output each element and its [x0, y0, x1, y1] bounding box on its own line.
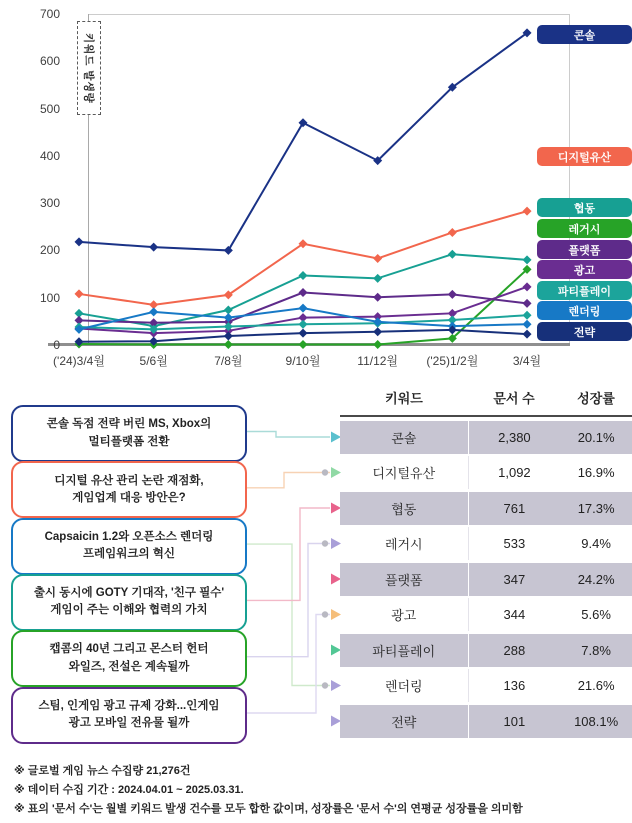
- legend-badge-파티플레이: 파티플레이: [537, 281, 632, 300]
- cell-keyword: 콘솔: [391, 430, 417, 446]
- connector-line: [244, 615, 330, 714]
- callout-text: 출시 동시에 GOTY 기대작, '친구 필수': [33, 587, 225, 600]
- legend-badge-광고: 광고: [537, 260, 632, 279]
- row-dot-icon: [322, 682, 328, 688]
- data-point: [299, 288, 308, 297]
- legend-badge-디지털유산: 디지털유산: [537, 147, 632, 166]
- cell-keyword: 광고: [391, 608, 417, 623]
- callout-text: 와일즈, 전설은 계속될까: [68, 660, 190, 673]
- callout-text: 게임업계 대응 방안은?: [72, 491, 186, 504]
- table-header-docs: 문서 수: [493, 390, 535, 406]
- cell-docs: 2,380: [468, 421, 561, 454]
- cell-docs: 761: [468, 492, 561, 525]
- data-point: [523, 330, 532, 339]
- callout-text: 캡콤의 40년 그리고 몬스터 헌터: [49, 643, 209, 656]
- table-row-파티플레이: [340, 634, 632, 667]
- callout-box-3: [11, 518, 247, 575]
- table-header-rule: [340, 415, 632, 417]
- cell-growth: 17.3%: [577, 500, 615, 516]
- legend-badge-전략: 전략: [537, 322, 632, 341]
- legend-badge-플랫폼: 플랫폼: [537, 240, 632, 259]
- y-tick-label: 300: [39, 196, 60, 211]
- table-row-디지털유산: [340, 456, 632, 489]
- data-point: [224, 340, 233, 349]
- footnote: ※ 표의 '문서 수'는 월별 키워드 발생 건수를 모두 합한 값이며, 성장률은 '문서 수'의 연평균 성장률을 의미함: [14, 803, 523, 815]
- cell-docs: 1,092: [468, 456, 561, 489]
- legend-badge-레거시: 레거시: [537, 219, 632, 238]
- data-point: [149, 243, 158, 252]
- cell-growth: 21.6%: [577, 678, 615, 693]
- data-point: [224, 246, 233, 255]
- y-tick-label: 100: [39, 290, 60, 305]
- x-axis-label: 5/6월: [139, 354, 168, 368]
- data-point: [448, 228, 457, 237]
- footnote: ※ 데이터 수집 기간 : 2024.04.01 ~ 2025.03.31.: [14, 784, 244, 796]
- footnote: ※ 글로벌 게임 뉴스 수집량 21,276건: [14, 765, 191, 777]
- data-point: [224, 332, 233, 341]
- connector-line: [244, 473, 330, 488]
- y-tick-label: 400: [39, 148, 60, 163]
- data-point: [299, 340, 308, 349]
- callout-text: 콘솔 독점 전략 버린 MS, Xbox의: [46, 418, 212, 431]
- cell-docs: 288: [468, 634, 561, 667]
- row-dot-icon: [322, 469, 328, 475]
- cell-growth: 9.4%: [581, 536, 611, 551]
- cell-keyword: 전략: [391, 714, 417, 730]
- x-axis-label: ('25)1/2월: [426, 354, 479, 368]
- callout-box-2: [11, 461, 247, 518]
- data-point: [448, 290, 457, 299]
- y-tick-label: 200: [39, 243, 60, 258]
- legend-badge-협동: 협동: [537, 198, 632, 217]
- table-header-growth: 성장률: [577, 390, 615, 406]
- y-axis-title: 키워드 발생량: [82, 32, 95, 104]
- legend-badge-렌더링: 렌더링: [537, 301, 632, 320]
- table-row-전략: [340, 705, 632, 738]
- connector-line: [244, 432, 330, 438]
- data-point: [523, 207, 532, 216]
- table-row-플랫폼: [340, 563, 632, 596]
- cell-docs: 347: [468, 563, 561, 596]
- callout-box-6: [11, 687, 247, 744]
- data-point: [523, 320, 532, 329]
- callout-text: 디지털 유산 관리 논란 재점화,: [54, 474, 204, 487]
- row-dot-icon: [322, 611, 328, 617]
- table-row-레거시: [340, 527, 632, 560]
- cell-keyword: 협동: [391, 501, 417, 517]
- y-tick-label: 0: [53, 338, 60, 352]
- callout-text: 멀티플랫폼 전환: [88, 435, 170, 448]
- data-point: [523, 282, 532, 291]
- row-dot-icon: [322, 540, 328, 546]
- table-row-협동: [340, 492, 632, 525]
- legend-badge-콘솔: 콘솔: [537, 25, 632, 44]
- x-axis-label: 7/8월: [214, 354, 243, 368]
- data-point: [149, 307, 158, 316]
- y-tick-label: 700: [39, 7, 60, 21]
- data-point: [299, 304, 308, 313]
- table-row-광고: [340, 598, 632, 631]
- cell-docs: 533: [468, 527, 561, 560]
- callout-text: 게임이 주는 이해와 협력의 가치: [50, 604, 208, 617]
- data-point: [299, 329, 308, 338]
- cell-keyword: 렌더링: [384, 679, 423, 694]
- cell-growth: 20.1%: [577, 429, 615, 445]
- data-point: [299, 320, 308, 329]
- data-point: [75, 289, 84, 298]
- callout-text: 스팀, 인게임 광고 규제 강화...인게임: [38, 699, 220, 712]
- callout-text: Capsaicin 1.2와 오픈소스 렌더링: [44, 530, 214, 543]
- data-point: [448, 250, 457, 259]
- cell-growth: 5.6%: [581, 607, 611, 622]
- series-line-콘솔: [79, 33, 527, 251]
- callout-box-1: [11, 405, 247, 462]
- cell-keyword: 레거시: [384, 537, 423, 552]
- cell-growth: 16.9%: [577, 465, 615, 480]
- connector-line: [244, 508, 330, 600]
- cell-keyword: 파티플레이: [372, 643, 436, 659]
- data-point: [373, 293, 382, 302]
- data-point: [523, 255, 532, 264]
- x-axis-label: 3/4월: [512, 354, 542, 368]
- cell-keyword: 디지털유산: [372, 466, 436, 481]
- cell-docs: 101: [468, 705, 561, 738]
- data-point: [75, 237, 84, 246]
- data-point: [299, 271, 308, 280]
- data-point: [523, 311, 532, 320]
- y-tick-label: 600: [39, 54, 60, 69]
- data-point: [373, 317, 382, 326]
- x-axis-label: 9/10월: [285, 354, 321, 368]
- keyword-trend-chart: [0, 0, 632, 380]
- data-point: [299, 118, 308, 127]
- cell-growth: 108.1%: [574, 713, 619, 729]
- x-axis-label: ('24)3/4월: [53, 354, 105, 368]
- y-axis-title-box: [77, 21, 101, 115]
- callout-box-4: [11, 574, 247, 631]
- data-point: [373, 254, 382, 263]
- data-point: [523, 299, 532, 308]
- table-row-렌더링: [340, 669, 632, 702]
- cell-docs: 344: [468, 598, 561, 631]
- table-row-콘솔: [340, 421, 632, 454]
- data-point: [373, 340, 382, 349]
- cell-growth: 7.8%: [581, 642, 611, 658]
- callout-box-5: [11, 630, 247, 687]
- y-tick-label: 500: [39, 101, 60, 116]
- cell-growth: 24.2%: [577, 571, 615, 587]
- data-point: [373, 274, 382, 283]
- callout-text: 프레임워크의 혁신: [82, 548, 176, 561]
- callout-text: 광고 모바일 전유물 될까: [68, 717, 190, 729]
- cell-docs: 136: [468, 669, 561, 702]
- data-point: [373, 327, 382, 336]
- table-header-keyword: 키워드: [385, 390, 423, 406]
- cell-keyword: 플랫폼: [384, 572, 423, 588]
- x-axis-label: 11/12월: [357, 354, 399, 368]
